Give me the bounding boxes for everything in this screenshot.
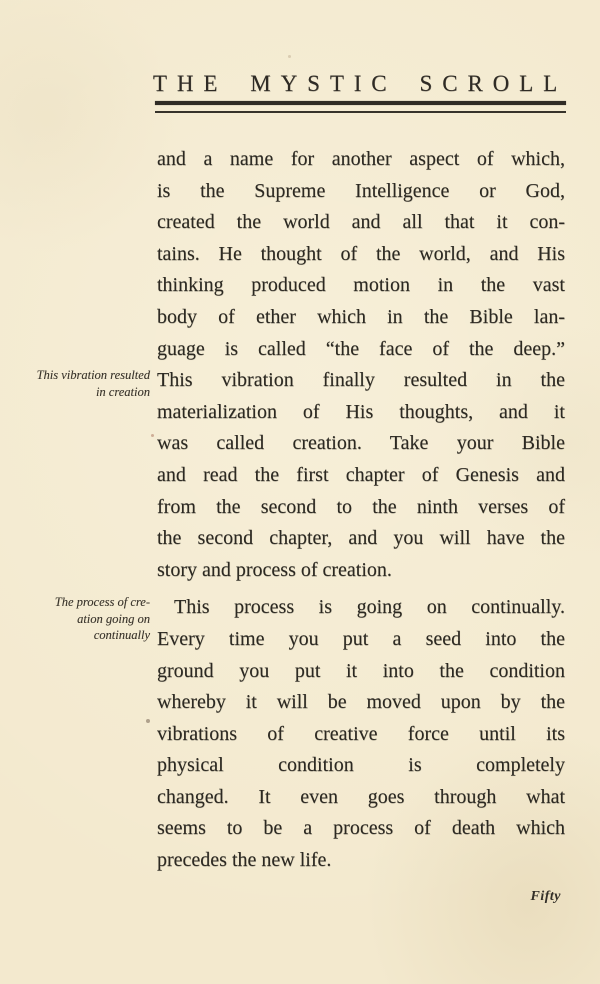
running-head-title: THE MYSTIC SCROLL	[152, 71, 568, 96]
text-line: seems to be a process of death which	[157, 817, 565, 840]
text-line: ground you put it into the condition	[157, 659, 565, 682]
margin-note-line: ation going on	[77, 611, 150, 626]
text-line: whereby it will be moved upon by the	[157, 691, 565, 714]
title-rule-thick	[155, 101, 566, 105]
text-line: thinking produced motion in the vast	[157, 274, 565, 297]
text-line: This vibration finally resulted in the	[157, 369, 565, 392]
text-line: vibrations of creative force until its	[157, 722, 565, 745]
text-line: guage is called “the face of the deep.”	[157, 337, 565, 360]
text-line: physical condition is completely	[157, 754, 565, 777]
text-line: body of ether which in the Bible lan-	[157, 305, 565, 328]
title-rule-thin	[155, 111, 566, 113]
margin-note	[6, 367, 150, 400]
margin-note-line: This vibration resulted	[36, 368, 150, 382]
margin-note-line: continually	[93, 628, 150, 642]
text-line: and read the first chapter of Genesis and	[157, 463, 565, 486]
text-line: materialization of His thoughts, and it	[157, 400, 565, 423]
page-number: Fifty	[530, 889, 561, 904]
text-line: story and process of creation.	[157, 558, 392, 581]
text-line: changed. It even goes through what	[157, 785, 565, 808]
text-line: the second chapter, and you will have the	[157, 527, 565, 550]
paper-speck	[288, 55, 291, 58]
text-line: Every time you put a seed into the	[157, 627, 565, 650]
text-line: precedes the new life.	[157, 849, 332, 872]
text-line: from the second to the ninth verses of	[157, 495, 565, 518]
text-column	[157, 144, 565, 877]
margin-note-line: in creation	[95, 384, 150, 399]
text-line: was called creation. Take your Bible	[157, 432, 565, 455]
paper-speck	[151, 434, 154, 437]
text-line: This process is going on continually.	[174, 596, 565, 619]
margin-note	[6, 594, 150, 644]
margin-note-line: The process of cre-	[54, 595, 150, 609]
text-line: created the world and all that it con-	[157, 211, 565, 234]
paragraph	[157, 592, 565, 876]
text-line: and a name for another aspect of which,	[157, 148, 565, 170]
paper-speck	[146, 719, 150, 723]
paragraph	[157, 144, 565, 586]
text-line: tains. He thought of the world, and His	[157, 242, 565, 265]
text-line: is the Supreme Intelligence or God,	[157, 179, 565, 202]
